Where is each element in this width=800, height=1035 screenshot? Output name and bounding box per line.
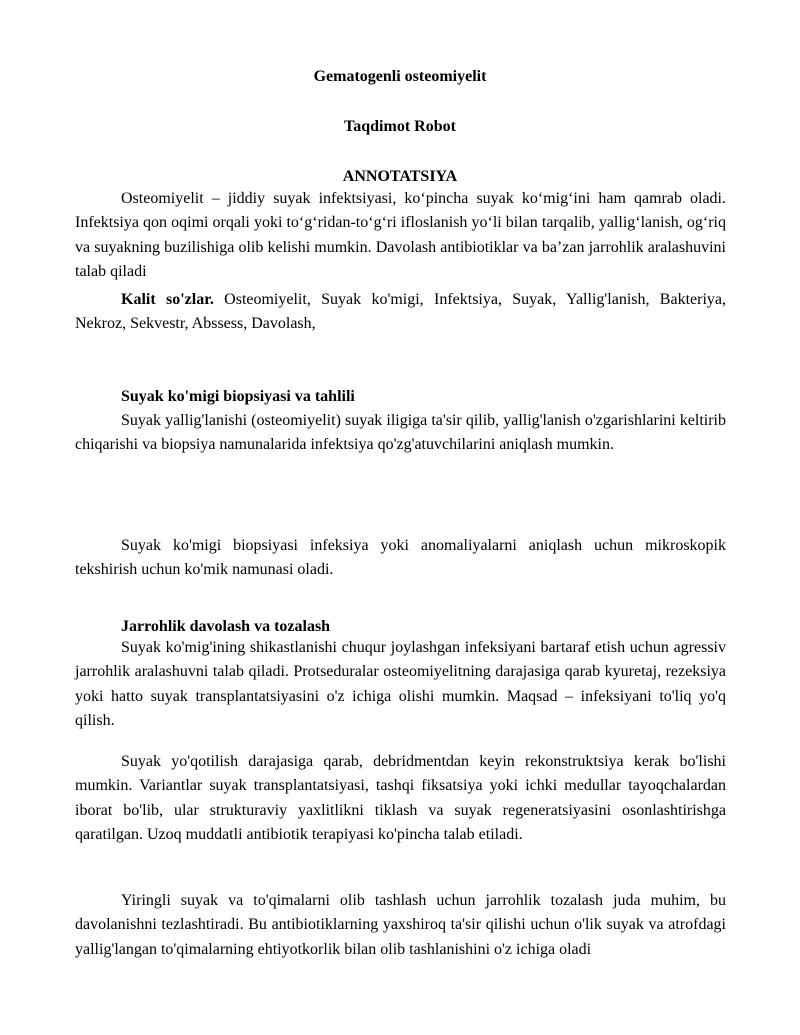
section2-paragraph-1: Suyak ko'mig'ining shikastlanishi chuqur joylashgan infeksiyani bartaraf etish uchun agressiv jarrohlik aralashuvni talab qiladi. Protseduralar osteomiyelitning darajasiga qarab kyuretaj, rezeksiya yoki hatto suyak transplantatsiyasini o'z ichiga olishi mumkin. Maqsad – infeksiyani to'liq yo'q qilish. bbox=[75, 639, 726, 729]
document-author: Taqdimot Robot bbox=[344, 118, 456, 135]
keywords-paragraph bbox=[75, 288, 726, 337]
keywords-label: Kalit so'zlar. bbox=[121, 291, 214, 308]
section1-paragraph-2: Suyak ko'migi biopsiyasi infeksiya yoki anomaliyalarni aniqlash uchun mikroskopik tekshirish uchun ko'mik namunasi oladi. bbox=[75, 537, 726, 579]
section1-paragraph-1: Suyak yallig'lanishi (osteomiyelit) suyak iligiga ta'sir qilib, yallig'lanish o'zgarishlarini keltirib chiqarishi va biopsiya namunalarida infektsiya qo'zg'atuvchilarini aniqlash mumkin. bbox=[75, 412, 726, 454]
annotation-heading: ANNOTATSIYA bbox=[342, 168, 458, 185]
keywords-text: Osteomiyelit, Suyak ko'migi, Infektsiya, Suyak, Yallig'lanish, Bakteriya, Nekroz, Sekvestr, Abssess, Davolash, bbox=[75, 291, 727, 333]
section2-paragraph-3: Yiringli suyak va to'qimalarni olib tashlash uchun jarrohlik tozalash juda muhim, bu davolanishni tezlashtiradi. Bu antibiotiklarning yaxshiroq ta'sir qilishi uchun o'lik suyak va atrofdagi yallig'langan to'qimalarning ehtiyotkorlik bilan olib tashlanishini o'z ichiga oladi bbox=[75, 892, 726, 958]
section2-heading: Jarrohlik davolash va tozalash bbox=[121, 618, 331, 635]
section2-paragraph-2: Suyak yo'qotilish darajasiga qarab, debridmentdan keyin rekonstruktsiya kerak bo'lishi mumkin. Variantlar suyak transplantatsiyasi, tashqi fiksatsiya yoki ichki medullar tayoqchalardan iborat bo'lib, ular strukturaviy yaxlitlikni tiklash va suyak regeneratsiyasini osonlashtirishga qaratilgan. Uzoq muddatli antibiotik terapiyasi ko'pincha talab etiladi. bbox=[75, 753, 726, 843]
annotation-text: Osteomiyelit – jiddiy suyak infektsiyasi, koʻpincha suyak koʻmigʻini ham qamrab oladi. Infektsiya qon oqimi orqali yoki toʻgʻridan-toʻgʻri ifloslanish yoʻli bilan tarqalib, yalligʻlanish, ogʻriq va suyakning buzilishiga olib kelishi mumkin. Davolash antibiotiklar va baʼzan jarrohlik aralashuvini talab qiladi bbox=[75, 190, 726, 280]
document-title: Gematogenli osteomiyelit bbox=[313, 68, 487, 85]
section1-heading: Suyak ko'migi biopsiyasi va tahlili bbox=[121, 388, 355, 405]
